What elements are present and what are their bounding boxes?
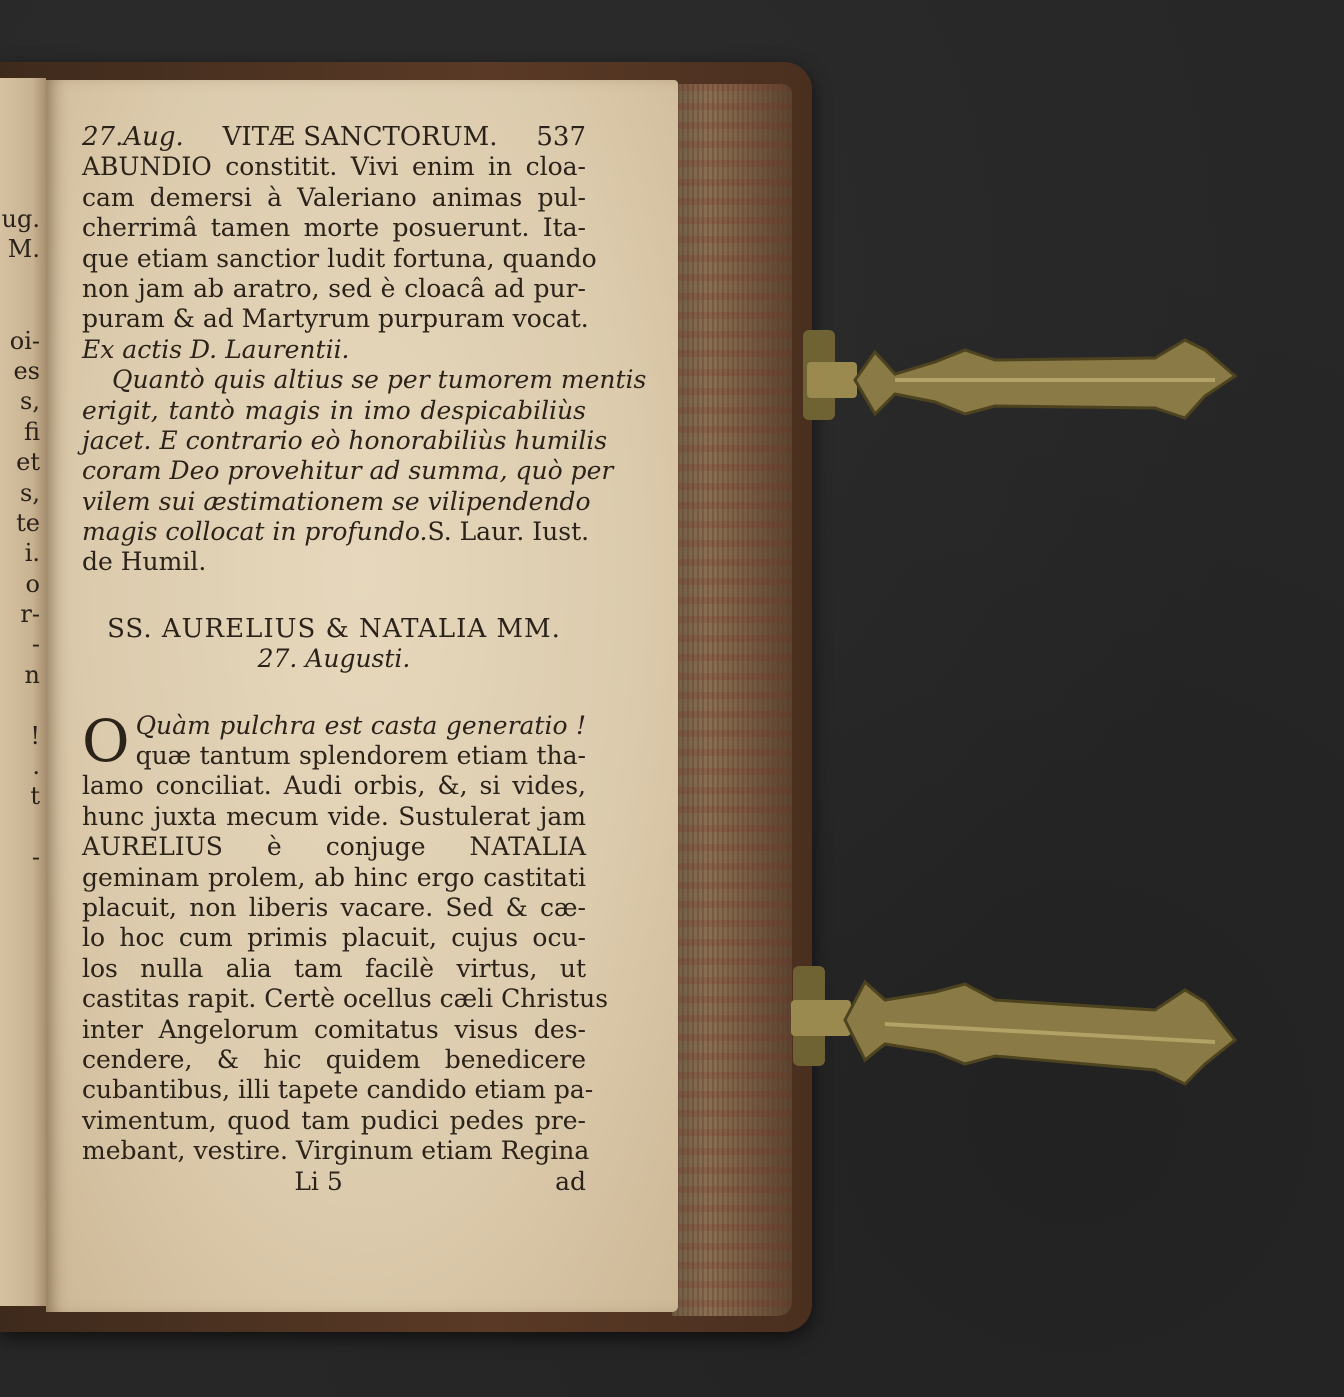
running-header [82,122,586,152]
left-page-fragment [0,690,44,720]
left-page-text [0,204,44,1055]
page-footer [82,1167,586,1197]
text-line: cam demersi à Valeriano animas pul- [82,182,586,212]
left-page-fragment: te [16,508,40,537]
left-page-fragment: r- [20,600,40,629]
section-title: SS. AURELIUS & NATALIA MM. [107,613,561,644]
text-line: puram & ad Martyrum purpuram vocat. [82,304,589,334]
upper-clasp [795,322,1245,442]
left-page-fragment: . [32,752,40,781]
italic-quote [82,365,647,578]
quote-line: Quantò quis altius se per tumorem mentis [112,365,647,395]
quote-line: jacet. E contrario eò honorabiliùs humilis [82,425,608,455]
text-line: lo hoc cum primis placuit, cujus ocu- [82,923,586,953]
text-line: vimentum, quod tam pudici pedes pre- [82,1105,586,1135]
left-page-fragment: i. [24,539,40,568]
left-page-fragment [0,265,44,295]
quote-reference-end: de Humil. [82,547,207,577]
text-line: cubantibus, illi tapete candido etiam pa- [82,1075,594,1105]
left-page-fragment [0,873,44,903]
left-page-fragment: n [24,660,40,689]
left-page-fragment: - [31,630,40,659]
paragraph-2 [82,706,609,1167]
left-page-fragment: ! [30,721,40,750]
left-page-fragment: et [16,448,40,477]
quote-line: erigit, tantò magis in imo despicabiliùs [82,395,586,425]
page-number: 537 [536,122,586,152]
quote-line: coram Deo provehitur ad summa, quò per [82,456,614,486]
page-text [82,122,647,1197]
left-page-fragment [0,933,44,963]
left-page-fragment: o [25,569,40,598]
text-line: placuit, non liberis vacare. Sed & cæ- [82,892,586,922]
quote-reference: S. Laur. Iust. [427,517,590,547]
quote-line [82,517,590,547]
header-title: VITÆ SANCTORUM. [222,122,498,152]
left-page-fragment [0,964,44,994]
left-page-fragment: s, [20,387,40,416]
left-page-fragment: oi- [9,326,40,355]
text-line: hunc juxta mecum vide. Sustulerat jam [82,801,586,831]
left-page-fragment [0,994,44,1024]
text-line: cherrimâ tamen morte posuerunt. Ita- [82,213,586,243]
left-page-fragment: es [13,356,40,385]
left-page-fragment: - [31,843,40,872]
left-page-fragment: s, [20,478,40,507]
text-line: inter Angelorum comitatus visus des- [82,1014,586,1044]
source-citation: Ex actis D. Laurentii. [82,334,350,364]
catchword: ad [555,1166,586,1196]
text-line: Quàm pulchra est casta generatio ! [135,710,586,740]
left-page-fragment: t [30,782,40,811]
text-line: geminam prolem, ab hinc ergo castitati [82,862,586,892]
text-line: non jam ab aratro, sed è cloacâ ad pur- [82,273,586,303]
left-page-fragment [0,812,44,842]
text-line: ABUNDIO constitit. Vivi enim in cloa- [82,152,586,182]
text-line: los nulla alia tam facilè virtus, ut [82,953,586,983]
text-line: cendere, & hic quidem benedicere [82,1044,586,1074]
section-date: 27. Augusti. [257,644,411,674]
quote-line: vilem sui æstimationem se vilipendendo [82,486,591,516]
left-page-edge [0,78,46,1306]
drop-cap: O [82,706,130,775]
text-line: mebant, vestire. Virginum etiam Regina [82,1136,590,1166]
text-line: quæ tantum splendorem etiam tha- [135,741,586,771]
text-line: que etiam sanctior ludit fortuna, quando [82,243,597,273]
quote-end-italic: magis collocat in profundo. [82,517,428,547]
text-line: castitas rapit. Certè ocellus cæli Christus [82,984,609,1014]
left-page-fragment: fi [23,417,40,446]
left-page-fragment: M. [7,235,40,264]
left-page-fragment [0,1025,44,1055]
fore-edge [672,84,792,1316]
left-page-fragment [0,903,44,933]
text-line: lamo conciliat. Audi orbis, &, si vides, [82,771,586,801]
signature-mark: Li 5 [294,1166,343,1196]
lower-clasp [785,960,1245,1090]
paragraph-1 [82,152,597,334]
left-page-fragment [0,295,44,325]
text-line: AURELIUS è conjuge NATALIA [82,832,586,862]
left-page-fragment: ug. [1,205,40,233]
header-date: 27.Aug. [82,122,184,152]
